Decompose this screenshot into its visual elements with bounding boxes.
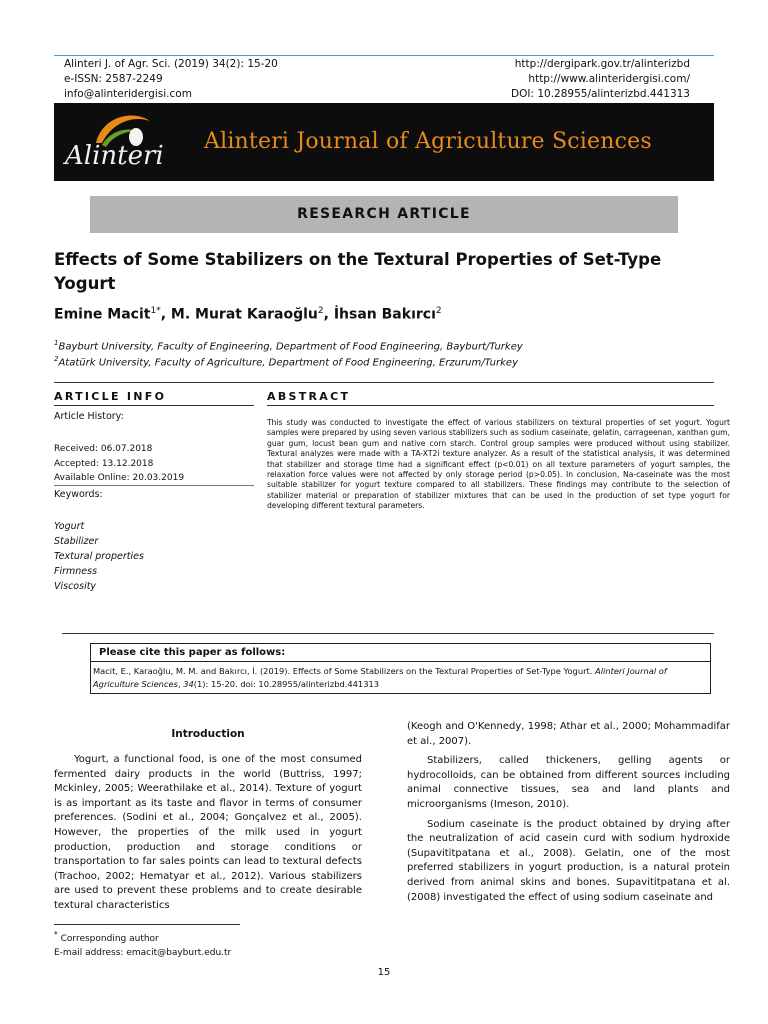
divider: [62, 633, 714, 634]
abstract-body: This study was conducted to investigate the effect of various stabilizers on textural properties of set yogurt. Yogurt samples were prepared by using seven various stabilizers such as sodium caseinate, gelatin, carrageenan, xanthan gum, guar gum, locust bean gum and native corn starch. Control group samples were produced without using stabilizer. Textural analyzes were made with a TA-XT2i texture analyzer. As a result of the statistical analysis, it was determined that stabilizer and storage time had a significant effect (p<0.01) on all texture parameters of yogurt samples, the relaxation force values were not affected by only storage period (p>0.05). In conclusion, Na-caseinate was the most suitable stabilizer for yogurt texture compared to all stabilizers. These findings may contribute to the selection of stabilizer material or preparation of stabilizer mixtures that can be used in the production of set type yogurt for developing different textural parameters.: [267, 418, 730, 511]
affiliation-item: $^2$Atatürk University, Faculty of Agriculture, Department of Food Engineering, Erzurum/Turkey: [54, 355, 518, 369]
body-paragraph: Sodium caseinate is the product obtained by drying after the neutralization of acid casein curd with sodium hydroxide (Supavititpatana et al., 2008). Gelatin, one of the most preferred stabilizers in yogurt production, is a natural protein derived from animal skins and bones. Supavititpatana et al. (2008) investigated the effect of using sodium caseinate and: [407, 818, 730, 903]
body-paragraph: Yogurt, a functional food, is one of the most consumed fermented dairy products in the world (Buttriss, 1997; Mckinley, 2005; Weerathilake et al., 2014). Texture of yogurt is as important as its taste and flavor in terms of consumer preferences. (Sodini et al., 2004; Gonçalvez et al., 2005). However, the properties of the milk used in yogurt production, production and storage conditions or transportation to far sales points can lead to textural defects (Trachoo, 2002; Hematyar et al., 2012). Various stabilizers are used to prevent these problems and to create desirable textural characteristics: [54, 754, 362, 911]
body-paragraph: Stabilizers, called thickeners, gelling agents or hydrocolloids, can be obtained from different sources including animal connective tissues, sea and land plants and microorganisms (Imeson, 2010).: [407, 755, 730, 810]
journal-citation: Alinteri J. of Agr. Sci. (2019) 34(2): 15-20: [64, 58, 278, 70]
received-date: Received: 06.07.2018: [54, 444, 153, 454]
journal-title: Alinteri Journal of Agriculture Sciences: [204, 129, 652, 154]
affiliations: [54, 337, 523, 370]
author-affil-mark: 1*: [150, 306, 161, 316]
article-type-label: RESEARCH ARTICLE: [90, 196, 678, 233]
journal-email[interactable]: info@alinteridergisi.com: [64, 88, 192, 100]
author-affil-mark: 2: [317, 306, 324, 316]
citation-text: Macit, E., Karaoğlu, M. M. and Bakırcı, İ. (2019). Effects of Some Stabilizers on the Textural Properties of Set-Type Yogurt. Alinteri Journal of Agriculture Sciences, 34(1): 15-20. doi: 10.28955/alinterizbd.441313: [93, 666, 667, 689]
affiliation-item: $^1$Bayburt University, Faculty of Engineering, Department of Food Engineering, Bayburt/Turkey: [54, 339, 523, 353]
divider: [267, 405, 714, 406]
keyword-item: Stabilizer: [54, 536, 99, 547]
corresponding-author-note: * Corresponding author: [54, 930, 159, 944]
abstract-heading: ABSTRACT: [267, 390, 351, 403]
author-affil-mark: 2: [435, 306, 442, 316]
body-left-column: [54, 753, 362, 914]
keywords-label: Keywords:: [54, 489, 103, 500]
keyword-list: [54, 519, 144, 594]
body-paragraph: (Keogh and O'Kennedy, 1998; Athar et al., 2000; Mohammadifar et al., 2007).: [407, 721, 730, 747]
citation-box: [90, 643, 711, 694]
accepted-date: Accepted: 13.12.2018: [54, 458, 154, 469]
divider: [54, 485, 254, 486]
journal-website-link[interactable]: http://www.alinteridergisi.com/: [528, 73, 690, 85]
page-number: 15: [377, 967, 391, 978]
section-heading-introduction: Introduction: [171, 728, 245, 740]
article-dates: [54, 442, 184, 486]
journal-banner: [54, 103, 714, 181]
keyword-item: Firmness: [54, 566, 98, 577]
author-name: İhsan Bakırcı: [333, 306, 436, 323]
author-name: Emine Macit: [54, 306, 151, 323]
paper-title: Effects of Some Stabilizers on the Textural Properties of Set-Type Yogurt: [54, 250, 662, 293]
citation-heading: Please cite this paper as follows:: [99, 647, 286, 658]
divider: [54, 382, 714, 383]
journal-eissn: e-ISSN: 2587-2249: [64, 73, 163, 85]
footnote: [54, 928, 231, 960]
article-history-label: Article History:: [54, 411, 124, 422]
article-info-heading: ARTICLE INFO: [54, 390, 167, 403]
divider: [91, 661, 710, 662]
divider: [54, 405, 254, 406]
dergipark-link[interactable]: http://dergipark.gov.tr/alinterizbd: [514, 58, 690, 70]
author-name: M. Murat Karaoğlu: [170, 306, 318, 323]
body-right-column: [407, 720, 730, 905]
footnote-rule: [54, 924, 240, 925]
citation-journal: Alinteri Journal of Agriculture Sciences: [93, 666, 667, 689]
citation-volume: 34: [183, 679, 194, 689]
keyword-item: Viscosity: [54, 581, 97, 592]
corresponding-email[interactable]: E-mail address: emacit@bayburt.edu.tr: [54, 948, 232, 958]
logo-wordmark: Alinteri: [65, 141, 164, 171]
author-list: Emine Macit$^{1*}$, M. Murat Karaoğlu$^2$, İhsan Bakırcı$^2$: [54, 306, 442, 323]
header-rule: [54, 55, 714, 56]
available-date: Available Online: 20.03.2019: [54, 473, 185, 483]
journal-meta-right: [370, 57, 690, 102]
journal-meta-left: [64, 57, 364, 102]
keyword-item: Yogurt: [54, 521, 85, 532]
doi-link[interactable]: DOI: 10.28955/alinterizbd.441313: [511, 88, 690, 100]
keyword-item: Textural properties: [54, 551, 144, 562]
